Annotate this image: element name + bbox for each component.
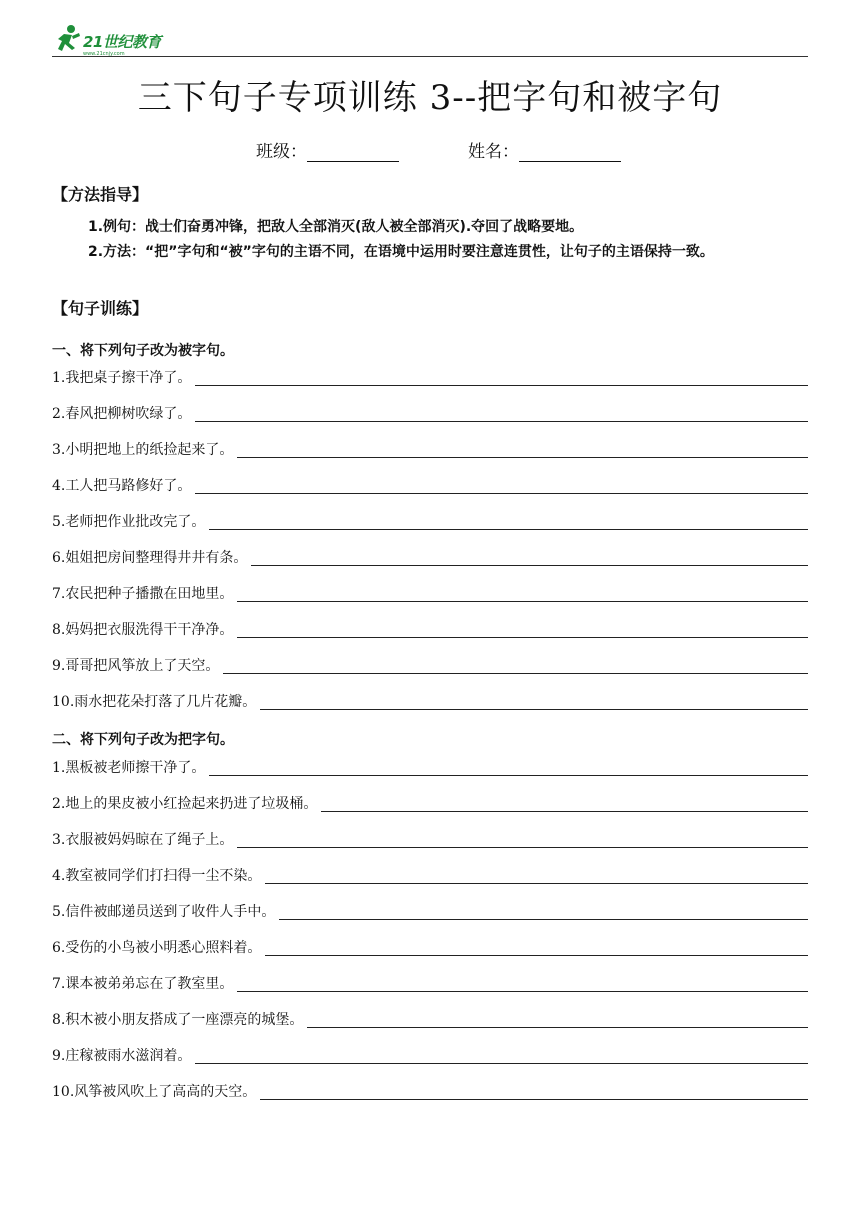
class-label: 班级： <box>256 142 307 162</box>
exercise-item <box>52 476 808 498</box>
part1-heading: 一、将下列句子改为被字句。 <box>52 343 234 359</box>
exercise-sentence: 2.地上的果皮被小红捡起来扔进了垃圾桶。 <box>52 796 318 812</box>
page-title: 三下句子专项训练 3--把字句和被字句 <box>137 78 723 118</box>
exercise-sentence: 6.姐姐把房间整理得井井有条。 <box>52 550 248 566</box>
header-divider <box>52 56 808 57</box>
answer-line[interactable] <box>237 831 808 848</box>
exercise-sentence: 7.农民把种子播撒在田地里。 <box>52 586 234 602</box>
exercise-item <box>52 512 808 534</box>
exercise-item <box>52 794 808 816</box>
logo-text: 21世纪教育 <box>83 33 161 51</box>
exercise-item <box>52 368 808 390</box>
exercise-item <box>52 866 808 888</box>
name-field <box>468 137 621 162</box>
exercise-sentence: 7.课本被弟弟忘在了教室里。 <box>52 976 234 992</box>
page-header <box>52 20 808 58</box>
answer-line[interactable] <box>279 903 808 920</box>
name-blank[interactable] <box>519 143 621 162</box>
method-example: 1.例句：战士们奋勇冲锋，把敌人全部消灭(敌人被全部消灭).夺回了战略要地。 <box>88 219 584 235</box>
answer-line[interactable] <box>237 975 808 992</box>
exercise-sentence: 5.信件被邮递员送到了收件人手中。 <box>52 904 276 920</box>
exercise-sentence: 6.受伤的小鸟被小明悉心照料着。 <box>52 940 262 956</box>
answer-line[interactable] <box>260 693 808 710</box>
answer-line[interactable] <box>237 441 808 458</box>
exercise-item <box>52 830 808 852</box>
exercise-sentence: 5.老师把作业批改完了。 <box>52 514 206 530</box>
answer-line[interactable] <box>223 657 808 674</box>
exercise-sentence: 4.教室被同学们打扫得一尘不染。 <box>52 868 262 884</box>
training-heading: 【句子训练】 <box>52 299 149 318</box>
answer-line[interactable] <box>237 585 808 602</box>
exercise-sentence: 3.小明把地上的纸捡起来了。 <box>52 442 234 458</box>
answer-line[interactable] <box>195 369 808 386</box>
exercise-item <box>52 1082 808 1104</box>
exercise-item <box>52 584 808 606</box>
exercise-item <box>52 1046 808 1068</box>
class-blank[interactable] <box>307 143 399 162</box>
exercise-item <box>52 692 808 714</box>
exercise-item <box>52 758 808 780</box>
answer-line[interactable] <box>260 1083 808 1100</box>
exercise-sentence: 1.我把桌子擦干净了。 <box>52 370 192 386</box>
exercise-item <box>52 1010 808 1032</box>
exercise-sentence: 10.雨水把花朵打落了几片花瓣。 <box>52 694 257 710</box>
exercise-sentence: 8.积木被小朋友搭成了一座漂亮的城堡。 <box>52 1012 304 1028</box>
exercise-sentence: 2.春风把柳树吹绿了。 <box>52 406 192 422</box>
exercise-sentence: 8.妈妈把衣服洗得干干净净。 <box>52 622 234 638</box>
exercise-sentence: 4.工人把马路修好了。 <box>52 478 192 494</box>
exercise-sentence: 1.黑板被老师擦干净了。 <box>52 760 206 776</box>
answer-line[interactable] <box>209 759 808 776</box>
exercise-item <box>52 440 808 462</box>
name-label: 姓名： <box>468 142 519 162</box>
exercise-item <box>52 974 808 996</box>
exercise-sentence: 9.庄稼被雨水滋润着。 <box>52 1048 192 1064</box>
answer-line[interactable] <box>209 513 808 530</box>
answer-line[interactable] <box>195 1047 808 1064</box>
answer-line[interactable] <box>265 867 808 884</box>
exercise-item <box>52 548 808 570</box>
answer-line[interactable] <box>195 405 808 422</box>
exercise-sentence: 3.衣服被妈妈晾在了绳子上。 <box>52 832 234 848</box>
answer-line[interactable] <box>265 939 808 956</box>
exercise-item <box>52 656 808 678</box>
method-description: 2.方法：“把”字句和“被”字句的主语不同，在语境中运用时要注意连贯性，让句子的主语保持一致。 <box>88 244 714 260</box>
class-field <box>256 137 399 162</box>
part2-heading: 二、将下列句子改为把字句。 <box>52 732 234 748</box>
exercise-item <box>52 620 808 642</box>
answer-line[interactable] <box>321 795 808 812</box>
exercise-item <box>52 404 808 426</box>
answer-line[interactable] <box>251 549 808 566</box>
answer-line[interactable] <box>307 1011 808 1028</box>
runner-logo-icon <box>52 24 82 56</box>
exercise-sentence: 9.哥哥把风筝放上了天空。 <box>52 658 220 674</box>
exercise-sentence: 10.风筝被风吹上了高高的天空。 <box>52 1084 257 1100</box>
answer-line[interactable] <box>237 621 808 638</box>
exercise-item <box>52 938 808 960</box>
answer-line[interactable] <box>195 477 808 494</box>
logo-url: www.21cnjy.com <box>83 51 125 57</box>
method-heading: 【方法指导】 <box>52 185 149 204</box>
exercise-item <box>52 902 808 924</box>
